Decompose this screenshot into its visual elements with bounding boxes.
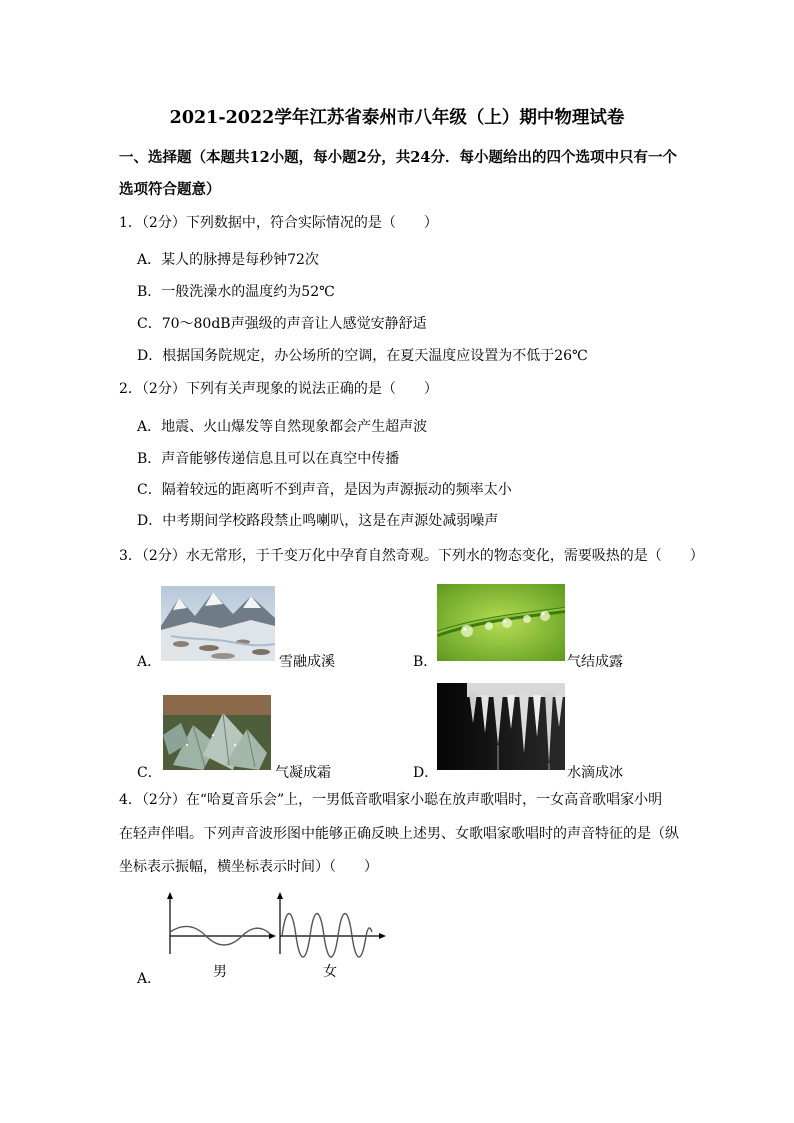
page-title: 2021-2022学年江苏省泰州市八年级（上）期中物理试卷: [169, 108, 625, 128]
question-4-stem-line3: 坐标表示振幅，横坐标表示时间）（ ）: [119, 859, 378, 875]
female-label: 女: [323, 964, 337, 980]
question-2-option-b: B．声音能够传递信息且可以在真空中传播: [137, 451, 400, 467]
question-3-option-d-label: D．: [413, 765, 439, 781]
female-x-arrow-icon: [379, 933, 386, 939]
frost-leaves-photo: [163, 695, 271, 770]
question-4-stem-line2: 在轻声伴唱。下列声音波形图中能够正确反映上述男、女歌唱家歌唱时的声音特征的是（纵: [119, 826, 679, 842]
question-1-stem: 1．（2分）下列数据中，符合实际情况的是（ ）: [119, 215, 438, 231]
question-3-option-b-caption: 气结成露: [567, 654, 623, 670]
section-heading-line1: 一、选择题（本题共12小题，每小题2分，共24分．每小题给出的四个选项中只有一个: [119, 149, 677, 166]
waveform-diagram: [158, 890, 390, 960]
question-3-option-c-label: C．: [137, 765, 162, 781]
question-3-option-a-caption: 雪融成溪: [279, 654, 335, 670]
question-3-option-b-label: B．: [413, 654, 438, 670]
question-1-option-d: D．根据国务院规定，办公场所的空调，在夏天温度应设置为不低于26℃: [137, 348, 588, 364]
question-3-option-c-caption: 气凝成霜: [275, 765, 331, 781]
section-heading-line2: 选项符合题意）: [119, 181, 221, 198]
dew-drops-photo: [437, 584, 565, 661]
question-2-option-c: C．隔着较远的距离听不到声音，是因为声源振动的频率太小: [137, 482, 512, 498]
question-3-stem: 3．（2分）水无常形，于千变万化中孕育自然奇观。下列水的物态变化，需要吸热的是（ ）: [119, 548, 704, 564]
question-3-option-a-label: A．: [137, 654, 162, 670]
question-2-option-a: A．地震、火山爆发等自然现象都会产生超声波: [137, 419, 428, 435]
question-1-option-a: A．某人的脉搏是每秒钟72次: [137, 252, 319, 268]
question-1-option-b: B．一般洗澡水的温度约为52℃: [137, 284, 335, 300]
question-4-option-a-label: A．: [137, 971, 162, 987]
female-y-arrow-icon: [277, 892, 283, 899]
question-3-option-d-caption: 水滴成冰: [567, 765, 623, 781]
snow-valley-photo: [161, 586, 275, 661]
male-y-arrow-icon: [167, 892, 173, 899]
male-label: 男: [213, 964, 227, 980]
question-1-option-c: C．70～80dB声强级的声音让人感觉安静舒适: [137, 316, 427, 332]
question-2-stem: 2．（2分）下列有关声现象的说法正确的是（ ）: [119, 381, 438, 397]
female-waveform: [282, 914, 372, 958]
question-4-stem-line1: 4．（2分）在“哈夏音乐会”上，一男低音歌唱家小聪在放声歌唱时，一女高音歌唱家小明: [119, 792, 663, 808]
icicles-photo: [437, 683, 565, 770]
question-2-option-d: D．中考期间学校路段禁止鸣喇叭，这是在声源处减弱噪声: [137, 513, 499, 529]
